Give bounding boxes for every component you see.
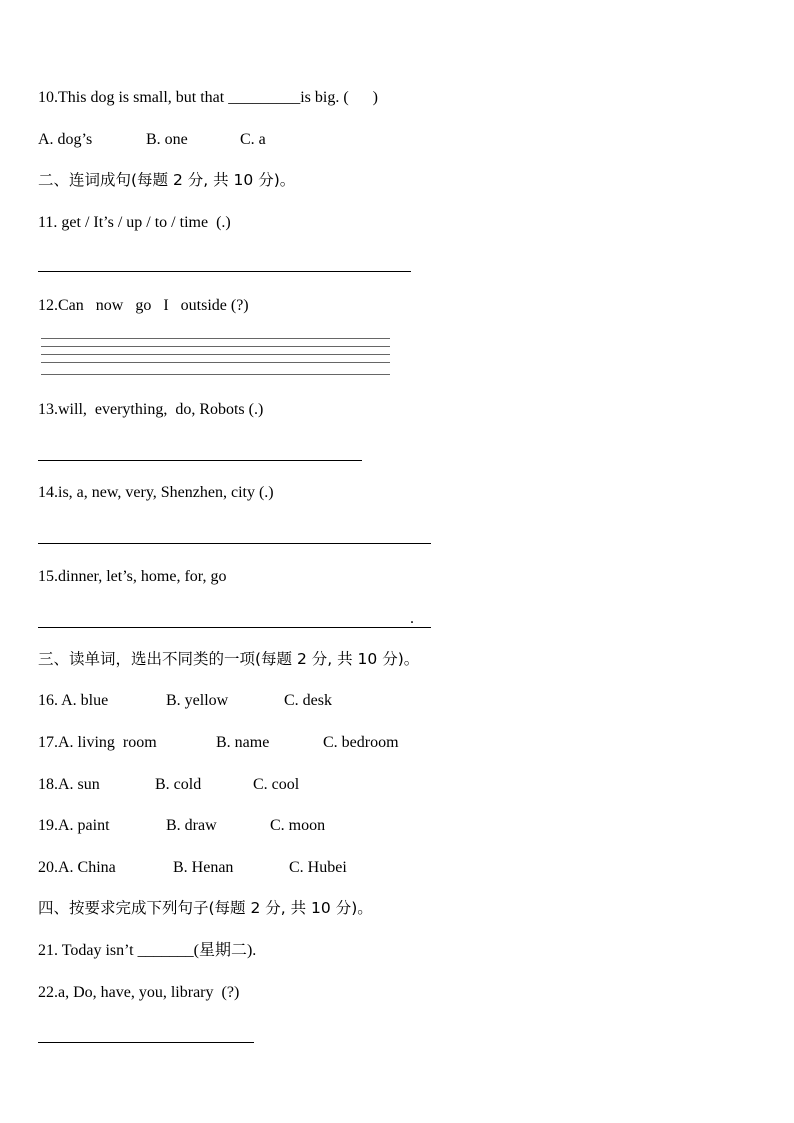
q14-answer-line [38,543,431,544]
q17-option-a: 17.A. living room [38,734,157,751]
q19-option-a: 19.A. paint [38,817,110,834]
q21-text: 21. Today isn’t _______(星期二). [38,942,257,959]
q12-text: 12.Can now go I outside (?) [38,297,249,314]
q18-option-b: B. cold [155,776,202,793]
section-4-heading: 四、按要求完成下列句子(每题 2 分, 共 10 分)。 [38,899,373,917]
q15-text: 15.dinner, let’s, home, for, go [38,568,227,585]
q15-period: . [410,610,414,627]
q17-option-c: C. bedroom [323,734,399,751]
q20-option-a: 20.A. China [38,859,116,876]
q10-option-c: C. a [240,131,266,148]
q14-text: 14.is, a, new, very, Shenzhen, city (.) [38,484,274,501]
q12-writing-line [41,354,390,355]
q13-text: 13.will, everything, do, Robots (.) [38,401,264,418]
q19-option-c: C. moon [270,817,326,834]
q11-text: 11. get / It’s / up / to / time (.) [38,214,231,231]
q10-option-b: B. one [146,131,188,148]
q20-option-b: B. Henan [173,859,234,876]
q12-writing-line [41,362,390,363]
q12-writing-line [41,338,390,339]
q16-option-b: B. yellow [166,692,229,709]
q11-answer-line [38,271,411,272]
q12-writing-line [41,346,390,347]
q22-text: 22.a, Do, have, you, library (?) [38,984,240,1001]
q10-option-a: A. dog’s [38,131,93,148]
q18-option-c: C. cool [253,776,300,793]
q13-answer-line [38,460,362,461]
q18-option-a: 18.A. sun [38,776,100,793]
q15-answer-line [38,627,431,628]
q10-stem: 10.This dog is small, but that _________is big. ( ) [38,89,378,106]
q17-option-b: B. name [216,734,270,751]
section-3-heading: 三、读单词，选出不同类的一项(每题 2 分, 共 10 分)。 [38,650,420,668]
section-2-heading: 二、连词成句(每题 2 分, 共 10 分)。 [38,171,296,189]
q20-option-c: C. Hubei [289,859,347,876]
q16-option-a: 16. A. blue [38,692,109,709]
q19-option-b: B. draw [166,817,217,834]
q16-option-c: C. desk [284,692,332,709]
q12-writing-line [41,374,390,375]
q22-answer-line [38,1042,254,1043]
